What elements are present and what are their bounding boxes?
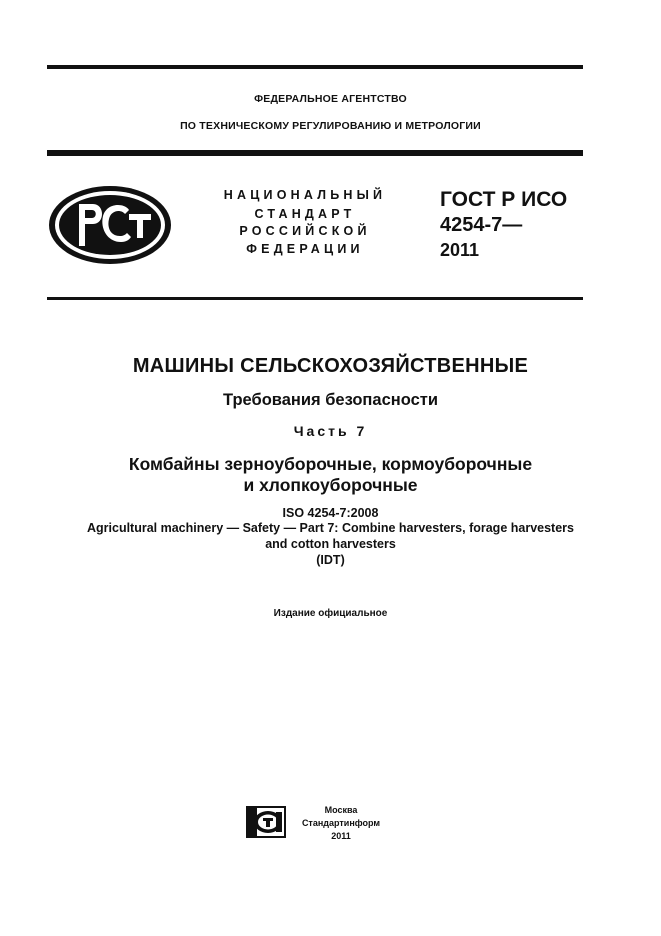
designation-line-1: ГОСТ Р ИСО [440, 188, 568, 211]
standard-type-line-4: ФЕДЕРАЦИИ [246, 242, 364, 256]
top-rule [47, 65, 583, 69]
publisher-year: 2011 [331, 831, 351, 841]
agency-bottom-rule [47, 150, 583, 156]
standard-type-line-2: СТАНДАРТ [254, 207, 356, 221]
idt-label: (IDT) [316, 553, 345, 567]
part-title-line-2: и хлопкоуборочные [243, 475, 418, 495]
gost-r-logo-icon [47, 184, 173, 266]
english-title-line-1: Agricultural machinery — Safety — Part 7: Combine harvesters, forage harvesters [87, 521, 574, 535]
publisher-city: Москва [324, 805, 358, 815]
agency-line-2: ПО ТЕХНИЧЕСКОМУ РЕГУЛИРОВАНИЮ И МЕТРОЛОГИИ [180, 120, 481, 132]
standartinform-logo-icon [246, 806, 286, 838]
edition-note: Издание официальное [273, 608, 388, 619]
standard-type-line-1: НАЦИОНАЛЬНЫЙ [223, 188, 387, 202]
part-number: Часть 7 [293, 423, 368, 439]
part-title-line-1: Комбайны зерноуборочные, кормоуборочные [128, 454, 533, 474]
document-title: МАШИНЫ СЕЛЬСКОХОЗЯЙСТВЕННЫЕ [132, 355, 529, 377]
agency-line-1: ФЕДЕРАЛЬНОЕ АГЕНТСТВО [254, 93, 407, 105]
english-title-line-2: and cotton harvesters [265, 537, 396, 551]
publisher-name: Стандартинформ [301, 818, 381, 828]
document-subtitle: Требования безопасности [223, 391, 438, 409]
iso-reference: ISO 4254-7:2008 [282, 506, 379, 520]
designation-line-2: 4254-7— [440, 214, 523, 236]
header-bottom-rule [47, 297, 583, 300]
standard-type-line-3: РОССИЙСКОЙ [239, 224, 371, 238]
designation-line-3: 2011 [440, 240, 480, 260]
